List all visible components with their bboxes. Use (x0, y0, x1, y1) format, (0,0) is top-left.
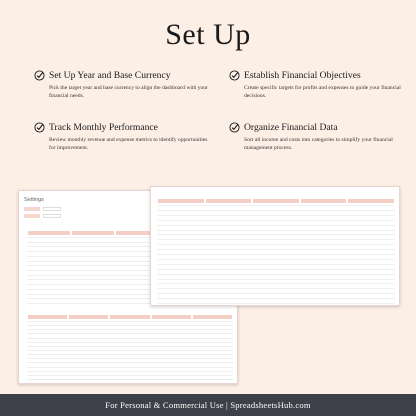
grid-row-line (27, 275, 159, 276)
grid-row-line (157, 259, 395, 260)
page-title: Set Up (165, 18, 251, 51)
grid-header-cell (69, 315, 108, 319)
feature-description: Sort all income and costs into categories to simplify your financial management process. (244, 137, 393, 151)
grid-row-line (157, 230, 395, 231)
grid-row-line (27, 261, 159, 262)
grid-row-line (27, 321, 233, 322)
setting-input[interactable] (43, 207, 61, 211)
grid-row-line (27, 354, 233, 355)
grid-row-line (27, 325, 233, 326)
grid-row-line (27, 371, 233, 372)
grid-row-line (157, 274, 395, 275)
grid-row-line (157, 220, 395, 221)
grid-row-line (157, 269, 395, 270)
grid-row-line (27, 242, 159, 243)
feature-financial-objectives (229, 70, 409, 100)
feature-title: Track Monthly Performance (49, 122, 158, 133)
grid-header-cell (193, 315, 232, 319)
grid-row-line (27, 265, 159, 266)
grid-row-line (27, 298, 159, 299)
feature-title: Organize Financial Data (244, 122, 338, 133)
grid-row-line (157, 244, 395, 245)
setting-input[interactable] (43, 214, 61, 218)
grid-row-line (27, 246, 159, 247)
grid-row-line (27, 289, 159, 290)
grid-row-line (157, 234, 395, 235)
grid-row-line (27, 294, 159, 295)
grid-row-line (27, 329, 233, 330)
grid-row-line (157, 283, 395, 284)
grid-row-line (157, 249, 395, 250)
grid-header-cell (72, 231, 114, 235)
feature-year-currency (34, 70, 214, 100)
grid-header-cell (152, 315, 191, 319)
grid-row-line (27, 270, 159, 271)
feature-organize-data (229, 122, 409, 152)
grid-row-line (157, 303, 395, 304)
grid-header-cell (110, 315, 149, 319)
grid-row-line (157, 225, 395, 226)
grid-header-cell (28, 315, 67, 319)
grid-row-line (27, 342, 233, 343)
setting-row (24, 207, 61, 211)
grid-row-line (27, 284, 159, 285)
grid-row-line (27, 350, 233, 351)
sheet-title: Settings (24, 197, 44, 203)
feature-description: Pick the target year and base currency to align the dashboard with your financial needs. (49, 85, 208, 99)
grid-row-line (157, 288, 395, 289)
grid-header-cell (206, 199, 252, 203)
grid-row-line (27, 333, 233, 334)
check-circle-icon (229, 122, 240, 133)
grid-row-line (27, 346, 233, 347)
grid-row-line (157, 215, 395, 216)
grid-row-line (157, 210, 395, 211)
grid-header-cell (253, 199, 299, 203)
grid-row-line (157, 254, 395, 255)
grid-row-line (157, 264, 395, 265)
setting-row (24, 214, 61, 218)
categories-sheet-preview (150, 186, 400, 306)
check-circle-icon (34, 70, 45, 81)
grid-row-line (27, 256, 159, 257)
feature-description: Create specific targets for profits and expenses to guide your financial decisions. (244, 85, 401, 99)
grid-header-cell (348, 199, 394, 203)
grid-row-line (157, 293, 395, 294)
grid-row-line (157, 205, 395, 206)
grid-row-line (27, 367, 233, 368)
check-circle-icon (34, 122, 45, 133)
monthly-grid-lower (27, 315, 233, 379)
grid-row-line (27, 338, 233, 339)
setting-label-pill (24, 207, 40, 211)
grid-row-line (27, 379, 233, 380)
grid-header-cell (28, 231, 70, 235)
grid-row-line (27, 375, 233, 376)
grid-row-line (157, 279, 395, 280)
grid-row-line (27, 303, 159, 304)
feature-title: Set Up Year and Base Currency (49, 70, 171, 81)
check-circle-icon (229, 70, 240, 81)
grid-header-cell (158, 199, 204, 203)
feature-title: Establish Financial Objectives (244, 70, 361, 81)
grid-row-line (27, 358, 233, 359)
grid-row-line (27, 279, 159, 280)
grid-row-line (157, 239, 395, 240)
footer-bar: For Personal & Commercial Use | SpreadsheetsHub.com (0, 394, 416, 416)
feature-monthly-performance (34, 122, 214, 152)
feature-description: Review monthly revenue and expense metrics to identify opportunities for improvement. (49, 137, 208, 151)
monthly-grid-upper (27, 231, 159, 303)
categories-grid (157, 199, 395, 303)
grid-row-line (27, 362, 233, 363)
grid-row-line (157, 298, 395, 299)
setting-label-pill (24, 214, 40, 218)
grid-row-line (27, 237, 159, 238)
grid-header-cell (301, 199, 347, 203)
grid-row-line (27, 251, 159, 252)
